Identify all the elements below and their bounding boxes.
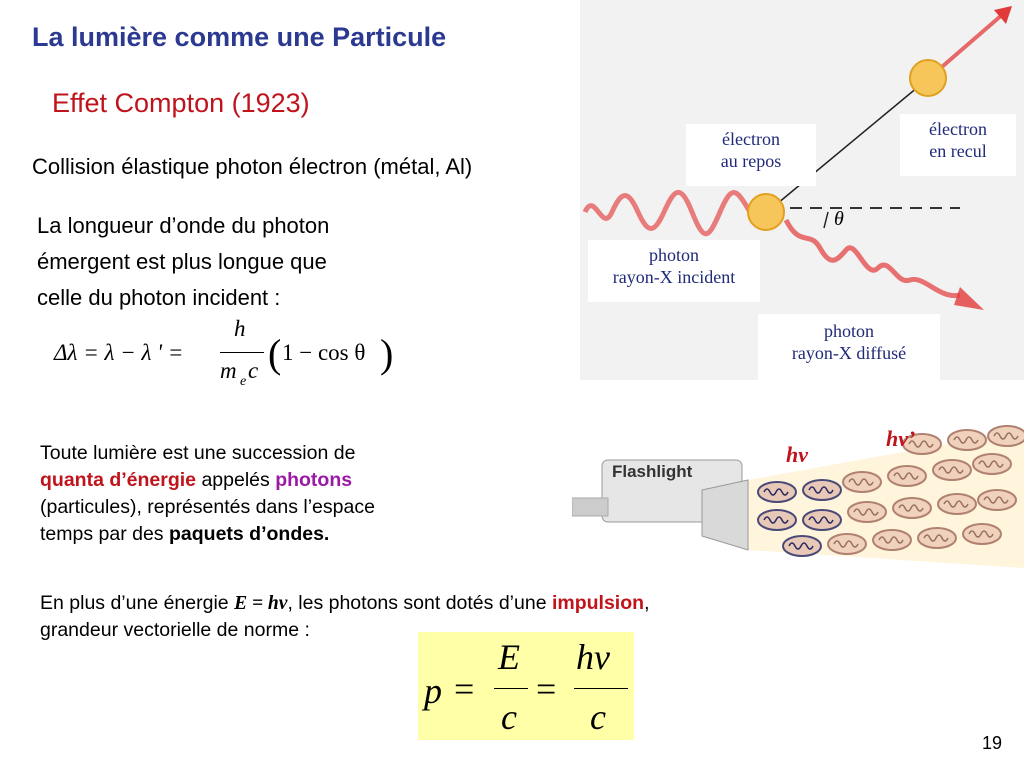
formula-p: p bbox=[424, 671, 442, 711]
formula-eq-2: = bbox=[536, 669, 557, 709]
compton-paren-content: 1 − cos θ bbox=[282, 340, 366, 365]
paquets-term: paquets d’ondes. bbox=[168, 523, 330, 545]
label-electron-recoil bbox=[900, 114, 1016, 176]
photon-incident-line2: rayon-X incident bbox=[612, 267, 736, 287]
flashlight-tail bbox=[572, 498, 608, 516]
formula-c-2: c bbox=[590, 697, 606, 737]
energy-expression: E = hν bbox=[234, 593, 288, 614]
formula-E: E bbox=[498, 637, 520, 677]
theta-label: θ bbox=[834, 208, 844, 230]
impulse-suffix: , bbox=[644, 592, 650, 614]
photon-packet bbox=[873, 530, 911, 550]
quanta-line-4 bbox=[40, 521, 490, 548]
scattered-photon-wave bbox=[786, 220, 960, 296]
slide-subtitle: Effet Compton (1923) bbox=[52, 88, 310, 118]
angle-marker bbox=[824, 212, 828, 228]
photon-packet bbox=[783, 536, 821, 556]
photon-packet bbox=[893, 498, 931, 518]
fraction-bar bbox=[220, 352, 264, 353]
photon-scattered-line1: photon bbox=[823, 321, 874, 341]
photon-packet bbox=[918, 528, 956, 548]
electron-rest-dot bbox=[748, 194, 784, 230]
photon-incident-line1: photon bbox=[648, 245, 699, 265]
hnu-label: hν bbox=[786, 442, 808, 467]
flashlight-illustration bbox=[572, 420, 1024, 580]
photon-packet bbox=[828, 534, 866, 554]
quanta-line-3: (particules), représentés dans l’espace bbox=[40, 496, 375, 518]
photon-packet bbox=[938, 494, 976, 514]
electron-recoil-line2: en recul bbox=[929, 141, 987, 161]
compton-denominator-m: m bbox=[220, 358, 237, 383]
wavelength-line-3: celle du photon incident : bbox=[37, 285, 281, 310]
quanta-term: quanta d’énergie bbox=[40, 469, 197, 491]
compton-denominator-sub: e bbox=[240, 374, 247, 389]
photon-packet bbox=[948, 430, 986, 450]
formula-hnu: hν bbox=[576, 637, 610, 677]
photon-packet bbox=[758, 482, 796, 502]
photons-term: photons bbox=[275, 469, 353, 491]
compton-diagram bbox=[580, 0, 1024, 380]
quanta-line-1: Toute lumière est une succession de bbox=[40, 442, 356, 464]
photon-packet bbox=[933, 460, 971, 480]
flashlight-head bbox=[702, 480, 748, 550]
electron-recoil-line1: électron bbox=[929, 119, 987, 139]
photon-packet bbox=[978, 490, 1016, 510]
compton-denominator-c: c bbox=[248, 358, 259, 383]
electron-rest-line1: électron bbox=[722, 129, 780, 149]
quanta-line-4-prefix: temps par des bbox=[40, 523, 169, 545]
photon-packet bbox=[758, 510, 796, 530]
page-number: 19 bbox=[981, 733, 1002, 753]
formula-bar-2 bbox=[574, 688, 628, 689]
wavelength-text bbox=[37, 208, 329, 316]
slide-title: La lumière comme une Particule bbox=[32, 22, 447, 52]
impulse-middle: , les photons sont dotés d’une bbox=[287, 592, 552, 614]
electron-rest-line2: au repos bbox=[720, 151, 782, 171]
photon-packet bbox=[888, 466, 926, 486]
label-electron-rest bbox=[686, 124, 816, 186]
formula-eq-1: = bbox=[454, 669, 475, 709]
impulsion-term: impulsion bbox=[551, 592, 645, 614]
recoil-arrow-line bbox=[936, 8, 1010, 72]
compton-numerator: h bbox=[234, 316, 246, 341]
formula-c-1: c bbox=[501, 697, 517, 737]
flashlight-label: Flashlight bbox=[612, 462, 693, 481]
right-paren: ) bbox=[380, 331, 394, 376]
compton-lhs: Δλ = λ − λ ' = bbox=[54, 340, 184, 365]
impulse-line-1 bbox=[40, 590, 649, 617]
appeles-text: appelés bbox=[196, 469, 276, 491]
scattered-arrow-head bbox=[954, 287, 984, 310]
label-photon-scattered bbox=[758, 314, 940, 382]
left-paren: ( bbox=[268, 331, 282, 376]
impulse-line-2: grandeur vectorielle de norme : bbox=[40, 619, 310, 641]
label-photon-incident bbox=[588, 240, 760, 302]
collision-line: Collision élastique photon électron (métal, Al) bbox=[32, 154, 473, 179]
photon-packet bbox=[848, 502, 886, 522]
wavelength-line-2: émergent est plus longue que bbox=[37, 249, 327, 274]
wavelength-line-1: La longueur d’onde du photon bbox=[37, 213, 330, 238]
photon-scattered-line2: rayon-X diffusé bbox=[791, 343, 907, 363]
quanta-line-2 bbox=[40, 467, 490, 494]
momentum-formula bbox=[418, 632, 634, 740]
impulse-prefix: En plus d’une énergie bbox=[40, 592, 235, 614]
electron-recoil-dot bbox=[910, 60, 946, 96]
photon-packet bbox=[803, 480, 841, 500]
photon-packet bbox=[843, 472, 881, 492]
hnu-prime-label: hν’ bbox=[886, 426, 916, 451]
compton-formula bbox=[54, 312, 404, 402]
photon-packet bbox=[963, 524, 1001, 544]
incident-photon-wave bbox=[585, 192, 750, 233]
quanta-text bbox=[40, 440, 490, 548]
photon-packet bbox=[973, 454, 1011, 474]
formula-bar-1 bbox=[494, 688, 528, 689]
photon-packet bbox=[803, 510, 841, 530]
